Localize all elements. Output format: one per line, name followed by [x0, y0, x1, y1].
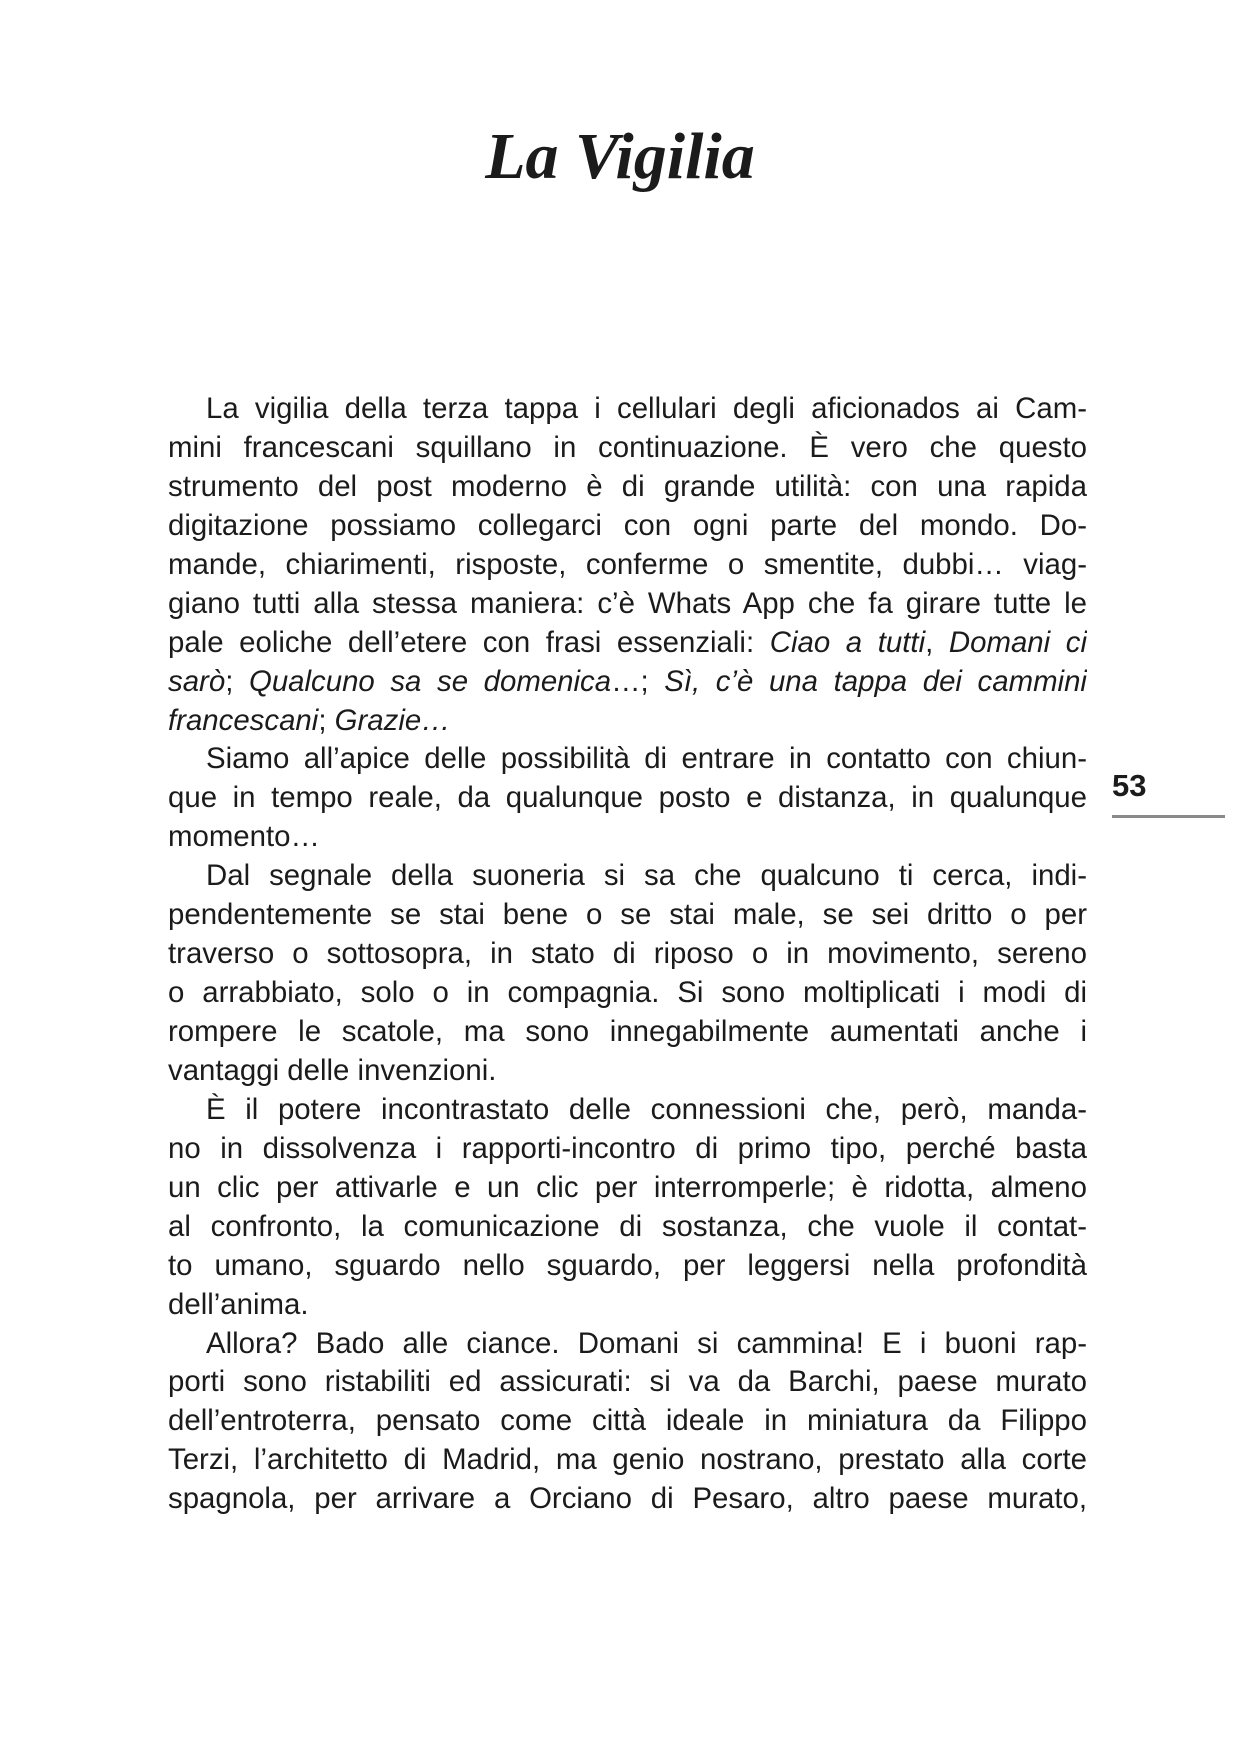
text-line	[168, 429, 1087, 468]
text-line	[168, 818, 1087, 857]
text-segment: mande, chiarimenti, risposte, conferme o smentite, dubbi… viag-	[168, 547, 1087, 581]
text-line	[168, 507, 1087, 546]
paragraph	[168, 1325, 1087, 1520]
page-number: 53	[1112, 768, 1147, 803]
text-segment: rompere le scatole, ma sono innegabilmente aumentati anche i	[168, 1015, 1087, 1048]
text-segment: È il potere incontrastato delle connessioni che, però, manda-	[206, 1092, 1087, 1126]
italic-text-segment: Grazie…	[334, 703, 451, 737]
text-line	[168, 663, 1087, 702]
text-segment: vantaggi delle invenzioni.	[168, 1053, 497, 1087]
text-line	[168, 740, 1087, 779]
text-segment: traverso o sottosopra, in stato di riposo o in movimento, sereno	[168, 937, 1087, 971]
text-segment: no in dissolvenza i rapporti-incontro di primo tipo, perché basta	[168, 1131, 1087, 1165]
page-number-rule	[1112, 815, 1225, 818]
text-line	[168, 1480, 1087, 1519]
text-segment: ,	[925, 625, 949, 659]
paragraph	[168, 857, 1087, 1091]
italic-text-segment: francescani	[168, 703, 319, 737]
text-segment: momento…	[168, 820, 320, 854]
text-line	[168, 1169, 1087, 1208]
text-line	[168, 1325, 1087, 1364]
text-line	[168, 1363, 1087, 1402]
text-segment: o arrabbiato, solo o in compagnia. Si sono moltiplicati i modi di	[168, 976, 1087, 1010]
text-segment: …;	[611, 664, 665, 698]
text-line	[168, 974, 1087, 1013]
italic-text-segment: Ciao a tutti	[769, 625, 926, 659]
page-number-block	[1112, 770, 1225, 818]
text-segment: La vigilia della terza tappa i cellulari degli aficionados ai Cam-	[206, 392, 1087, 425]
text-segment: to umano, sguardo nello sguardo, per leggersi nella profondità	[168, 1248, 1087, 1282]
body-text	[168, 390, 1087, 1519]
text-line	[168, 390, 1087, 429]
text-line	[168, 896, 1087, 935]
text-line	[168, 935, 1087, 974]
text-segment: porti sono ristabiliti ed assicurati: si va da Barchi, paese murato	[168, 1365, 1087, 1399]
text-line	[168, 779, 1087, 818]
text-line	[168, 468, 1087, 507]
italic-text-segment: Domani ci	[948, 625, 1087, 659]
text-segment: un clic per attivarle e un clic per interromperle; è ridotta, almeno	[168, 1170, 1087, 1204]
text-line	[168, 1286, 1087, 1325]
text-segment: Siamo all’apice delle possibilità di entrare in contatto con chiun-	[206, 742, 1087, 776]
text-segment: ;	[318, 703, 335, 737]
text-line	[168, 1247, 1087, 1286]
italic-text-segment: Sì, c’è una tappa dei cammini	[664, 664, 1087, 698]
text-line	[168, 1013, 1087, 1052]
text-line	[168, 585, 1087, 624]
text-segment: mini francescani squillano in continuazione. È vero che questo	[168, 430, 1087, 464]
text-line	[168, 546, 1087, 585]
text-segment: dell’entroterra, pensato come città ideale in miniatura da Filippo	[168, 1404, 1087, 1438]
text-segment: pale eoliche dell’etere con frasi essenziali:	[168, 625, 770, 659]
text-line	[168, 1208, 1087, 1247]
text-segment: Terzi, l’architetto di Madrid, ma genio nostrano, prestato alla corte	[168, 1443, 1087, 1477]
text-segment: Dal segnale della suoneria si sa che qualcuno ti cerca, indi-	[206, 859, 1087, 893]
text-line	[168, 1091, 1087, 1130]
text-line	[168, 1130, 1087, 1169]
italic-text-segment: Qualcuno sa se domenica	[248, 664, 612, 698]
text-segment: dell’anima.	[168, 1287, 309, 1321]
text-segment: giano tutti alla stessa maniera: c’è Whats App che fa girare tutte le	[168, 586, 1087, 620]
text-line	[168, 702, 1087, 741]
text-segment: pendentemente se stai bene o se stai male, se sei dritto o per	[168, 898, 1087, 932]
text-segment: Allora? Bado alle ciance. Domani si cammina! E i buoni rap-	[206, 1326, 1087, 1360]
text-segment: digitazione possiamo collegarci con ogni parte del mondo. Do-	[168, 508, 1087, 542]
text-line	[168, 1402, 1087, 1441]
paragraph	[168, 740, 1087, 857]
text-line	[168, 624, 1087, 663]
text-line	[168, 1441, 1087, 1480]
text-segment: al confronto, la comunicazione di sostanza, che vuole il contat-	[168, 1209, 1087, 1243]
chapter-title: La Vigilia	[485, 120, 755, 193]
italic-text-segment: sarò	[168, 664, 226, 698]
text-segment: spagnola, per arrivare a Orciano di Pesaro, altro paese murato,	[168, 1482, 1087, 1516]
text-segment: strumento del post moderno è di grande utilità: con una rapida	[168, 469, 1087, 503]
text-segment: que in tempo reale, da qualunque posto e distanza, in qualunque	[168, 781, 1087, 815]
text-line	[168, 857, 1087, 896]
text-segment: ;	[225, 664, 249, 698]
paragraph	[168, 1091, 1087, 1325]
paragraph	[168, 390, 1087, 740]
text-line	[168, 1052, 1087, 1091]
